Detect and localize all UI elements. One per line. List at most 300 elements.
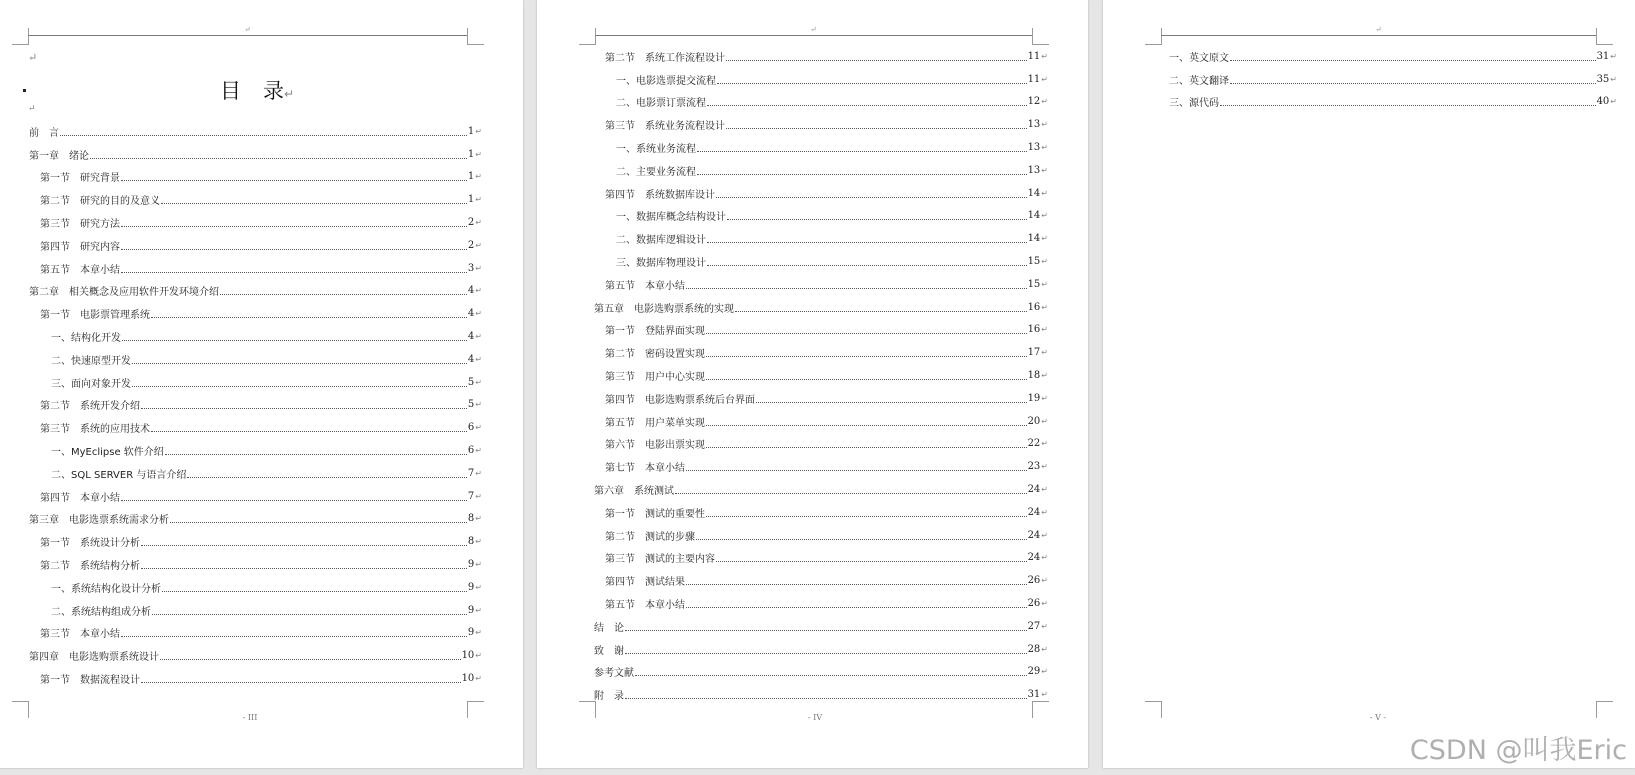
toc-page-number: 12	[1027, 96, 1041, 108]
toc-leader-dots	[706, 447, 1027, 448]
toc-entry-label: 第五节	[40, 264, 70, 276]
toc-entry[interactable]	[594, 364, 1048, 387]
toc-entry[interactable]	[29, 188, 482, 211]
paragraph-mark: ↵	[1041, 690, 1048, 700]
toc-page-number: 22	[1027, 438, 1041, 450]
corner-mark	[1596, 28, 1613, 45]
toc-leader-dots	[706, 516, 1027, 517]
paragraph-mark: ↵	[475, 126, 482, 136]
toc-entry[interactable]	[29, 508, 482, 531]
toc-entry-title: 二、数据库逻辑设计	[616, 235, 706, 247]
toc-leader-dots	[160, 659, 461, 660]
toc-entry[interactable]	[594, 455, 1048, 478]
paragraph-mark: ↵	[475, 560, 482, 570]
toc-leader-dots	[151, 317, 467, 318]
toc-leader-dots	[121, 636, 467, 637]
paragraph-mark: ↵	[1041, 644, 1048, 654]
toc-leader-dots	[625, 630, 1027, 631]
toc-entry-text	[40, 215, 120, 230]
toc-list	[1169, 45, 1617, 113]
toc-leader-dots	[697, 174, 1027, 175]
toc-page-number: 31	[1027, 689, 1041, 701]
toc-page-number: 7	[467, 467, 475, 479]
toc-leader-dots	[121, 226, 467, 227]
toc-entry[interactable]	[594, 159, 1048, 182]
toc-page-number: 27	[1027, 620, 1041, 632]
corner-mark	[467, 28, 484, 45]
page-number: - IV	[807, 713, 823, 722]
paragraph-mark: ↵	[475, 582, 482, 592]
toc-entry-text	[616, 231, 706, 246]
toc-entry-text	[616, 140, 696, 155]
toc-leader-dots	[132, 363, 467, 364]
paragraph-mark: ↵	[475, 377, 482, 387]
toc-entry[interactable]	[594, 638, 1048, 661]
corner-mark	[12, 28, 29, 45]
paragraph-mark: ↵	[1041, 462, 1048, 472]
toc-entry[interactable]	[29, 485, 482, 508]
toc-page-number: 8	[467, 536, 475, 548]
toc-entry-label: 第一节	[40, 310, 70, 322]
toc-title	[220, 75, 294, 105]
toc-page-number: 10	[461, 673, 475, 685]
toc-entry-title: 三、数据库物理设计	[616, 258, 706, 270]
toc-entry-title: 系统数据库设计	[645, 189, 715, 201]
toc-entry-title: 二、主要业务流程	[616, 166, 696, 178]
toc-title-left: 目	[220, 79, 241, 103]
toc-entry-text	[616, 163, 696, 178]
toc-entry-title: 测试的主要内容	[645, 554, 715, 566]
toc-entry-label: 第四节	[40, 241, 70, 253]
toc-entry-title: 绪论	[69, 150, 89, 162]
toc-entry-text	[605, 186, 715, 201]
paragraph-mark: ↵	[1041, 530, 1048, 540]
toc-leader-dots	[625, 653, 1027, 654]
toc-entry-text	[605, 573, 685, 588]
toc-entry[interactable]	[29, 280, 482, 303]
toc-entry[interactable]	[1169, 68, 1617, 91]
toc-page-number: 1	[467, 194, 475, 206]
paragraph-mark: ↵	[1610, 97, 1617, 107]
toc-page-number: 4	[467, 285, 475, 297]
toc-title-right: 录	[263, 79, 284, 103]
toc-entry-title: 本章小结	[645, 280, 685, 292]
paragraph-mark: ↵	[475, 605, 482, 615]
toc-leader-dots	[1230, 60, 1596, 61]
toc-entry-text	[1169, 49, 1229, 64]
paragraph-mark: ↵	[1041, 348, 1048, 358]
toc-entry-text	[1169, 94, 1219, 109]
toc-entry[interactable]	[29, 302, 482, 325]
toc-page-number: 14	[1027, 187, 1041, 199]
toc-entry-text	[40, 534, 140, 549]
toc-entry-label: 第六节	[605, 440, 635, 452]
toc-leader-dots	[187, 477, 467, 478]
paragraph-mark: ↵	[1041, 188, 1048, 198]
toc-entry[interactable]	[29, 439, 482, 462]
toc-entry[interactable]	[594, 319, 1048, 342]
toc-entry-title: 电影选票系统需求分析	[69, 515, 169, 527]
toc-entry-label: 第四节	[605, 394, 635, 406]
toc-page-number: 15	[1027, 256, 1041, 268]
paragraph-mark: ↵	[1041, 165, 1048, 175]
toc-entry[interactable]	[594, 68, 1048, 91]
paragraph-mark: ↵	[475, 354, 482, 364]
toc-page-number: 4	[467, 308, 475, 320]
toc-page-number: 8	[467, 513, 475, 525]
toc-page-number: 7	[467, 490, 475, 502]
toc-entry[interactable]	[29, 553, 482, 576]
toc-entry-text	[51, 580, 161, 595]
toc-entry[interactable]	[29, 120, 482, 143]
paragraph-mark: ↵	[475, 240, 482, 250]
toc-entry-text	[51, 352, 131, 367]
paragraph-mark: ↵	[1041, 74, 1048, 84]
toc-leader-dots	[90, 158, 467, 159]
toc-leader-dots	[121, 180, 467, 181]
toc-entry-text	[40, 420, 150, 435]
toc-entry[interactable]	[1169, 91, 1617, 114]
toc-entry-title: 论	[614, 622, 624, 634]
toc-entry-title: 系统工作流程设计	[645, 52, 725, 64]
toc-entry-title: 电影选购票系统后台界面	[645, 394, 755, 406]
toc-leader-dots	[707, 242, 1027, 243]
paragraph-mark: ↵	[475, 400, 482, 410]
page-number: - III	[242, 713, 258, 722]
toc-entry[interactable]	[594, 250, 1048, 273]
paragraph-mark: ↵	[475, 195, 482, 205]
toc-entry-text	[40, 192, 160, 207]
toc-entry-label: 第三节	[605, 554, 635, 566]
toc-leader-dots	[121, 249, 467, 250]
toc-page-number: 11	[1027, 50, 1041, 62]
toc-leader-dots	[635, 675, 1027, 676]
toc-entry[interactable]	[29, 416, 482, 439]
bullet-icon	[23, 89, 26, 92]
corner-mark	[1145, 701, 1162, 718]
toc-page-number: 26	[1027, 575, 1041, 587]
paragraph-mark: ↵	[1041, 97, 1048, 107]
toc-entry-label: 第五节	[605, 417, 635, 429]
toc-entry[interactable]	[594, 182, 1048, 205]
toc-entry-text	[594, 687, 624, 702]
toc-entry-text	[605, 117, 725, 132]
toc-entry-label: 第一章	[29, 150, 59, 162]
toc-page-number: 19	[1027, 392, 1041, 404]
toc-entry-text	[40, 489, 120, 504]
header-return-mark: ↵	[1375, 25, 1382, 34]
corner-mark	[467, 701, 484, 718]
toc-page-number: 23	[1027, 461, 1041, 473]
toc-entry-text	[40, 397, 140, 412]
page-number: - V -	[1369, 713, 1387, 722]
toc-entry-label: 第一节	[40, 173, 70, 185]
toc-page-number: 6	[467, 445, 475, 457]
toc-entry-title: 本章小结	[80, 629, 120, 641]
toc-page-number: 4	[467, 353, 475, 365]
toc-entry[interactable]	[594, 478, 1048, 501]
toc-page-number: 24	[1027, 552, 1041, 564]
header-rule	[28, 35, 467, 36]
toc-leader-dots	[706, 333, 1027, 334]
toc-entry[interactable]	[594, 227, 1048, 250]
toc-leader-dots	[151, 431, 467, 432]
toc-entry[interactable]	[29, 530, 482, 553]
paragraph-mark: ↵	[1041, 393, 1048, 403]
toc-entry-text	[605, 436, 705, 451]
toc-leader-dots	[1220, 105, 1596, 106]
toc-entry-text	[605, 459, 685, 474]
toc-entry[interactable]	[594, 569, 1048, 592]
toc-entry-text	[51, 329, 121, 344]
toc-entry-text	[51, 375, 131, 390]
toc-entry-text	[605, 322, 705, 337]
toc-entry[interactable]	[594, 113, 1048, 136]
toc-entry-text	[40, 306, 150, 321]
toc-entry-label: 第一节	[40, 538, 70, 550]
paragraph-mark: ↵	[475, 468, 482, 478]
toc-entry[interactable]	[594, 296, 1048, 319]
toc-entry-title: 测试的步骤	[645, 531, 695, 543]
paragraph-mark: ↵	[1041, 120, 1048, 130]
toc-entry-text	[616, 254, 706, 269]
toc-entry-text	[29, 511, 169, 526]
toc-entry[interactable]	[29, 143, 482, 166]
toc-entry-title: 密码设置实现	[645, 349, 705, 361]
paragraph-mark: ↵	[1041, 576, 1048, 586]
toc-entry-title: 二、系统结构组成分析	[51, 606, 151, 618]
toc-entry[interactable]	[29, 211, 482, 234]
document-page-iii	[0, 0, 523, 768]
toc-entry-title: 一、英文原文	[1169, 52, 1229, 64]
toc-entry-text	[605, 368, 705, 383]
toc-entry[interactable]	[29, 257, 482, 280]
paragraph-mark: ↵	[475, 218, 482, 228]
toc-page-number: 9	[467, 581, 475, 593]
toc-entry-text	[616, 208, 726, 223]
toc-entry[interactable]	[594, 45, 1048, 68]
toc-entry[interactable]	[594, 433, 1048, 456]
toc-entry-title: 本章小结	[645, 463, 685, 475]
paragraph-mark: ↵	[1041, 485, 1048, 495]
toc-page-number: 1	[467, 125, 475, 137]
toc-entry-text	[605, 528, 695, 543]
toc-entry-text	[29, 283, 219, 298]
toc-entry-text	[616, 72, 716, 87]
toc-page-number: 13	[1027, 164, 1041, 176]
toc-page-number: 26	[1027, 598, 1041, 610]
toc-entry-title: 一、系统结构化设计分析	[51, 583, 161, 595]
toc-entry[interactable]	[29, 234, 482, 257]
toc-entry-label: 第二节	[40, 561, 70, 573]
toc-entry-label: 第四节	[605, 577, 635, 589]
toc-entry-label: 第一节	[605, 508, 635, 520]
toc-leader-dots	[141, 408, 467, 409]
toc-entry-label: 第三节	[40, 629, 70, 641]
toc-leader-dots	[686, 470, 1027, 471]
toc-entry-title: 一、系统业务流程	[616, 144, 696, 156]
toc-entry-label: 第五章	[594, 303, 624, 315]
toc-entry-text	[40, 238, 120, 253]
toc-entry[interactable]	[29, 622, 482, 645]
toc-leader-dots	[162, 591, 467, 592]
toc-entry-label: 第三节	[605, 372, 635, 384]
toc-entry[interactable]	[594, 615, 1048, 638]
toc-entry[interactable]	[1169, 45, 1617, 68]
toc-entry-title: 本章小结	[645, 600, 685, 612]
paragraph-mark: ↵	[1041, 667, 1048, 677]
toc-leader-dots	[706, 379, 1027, 380]
toc-leader-dots	[726, 128, 1027, 129]
toc-entry-title: 用户菜单实现	[645, 417, 705, 429]
toc-entry[interactable]	[594, 387, 1048, 410]
toc-page-number: 6	[467, 422, 475, 434]
toc-leader-dots	[686, 584, 1027, 585]
toc-entry[interactable]	[594, 91, 1048, 114]
toc-entry-label: 第二节	[605, 531, 635, 543]
toc-entry-title: 数据流程设计	[80, 675, 140, 687]
toc-entry-title: 录	[614, 691, 624, 703]
toc-entry-text	[594, 642, 624, 657]
toc-entry[interactable]	[594, 592, 1048, 615]
toc-entry[interactable]	[594, 501, 1048, 524]
toc-entry[interactable]	[29, 599, 482, 622]
toc-entry[interactable]	[594, 661, 1048, 684]
toc-entry-text	[605, 391, 755, 406]
corner-mark	[579, 701, 596, 718]
toc-entry[interactable]	[594, 136, 1048, 159]
toc-entry-label: 附	[594, 691, 604, 703]
toc-page-number: 4	[467, 331, 475, 343]
toc-entry[interactable]	[594, 341, 1048, 364]
toc-entry-label: 第六章	[594, 486, 624, 498]
toc-entry-label: 第一节	[40, 675, 70, 687]
toc-entry-label: 第五节	[605, 600, 635, 612]
paragraph-mark: ↵	[28, 51, 38, 64]
toc-entry-title: 二、英文翻译	[1169, 75, 1229, 87]
toc-leader-dots	[686, 607, 1027, 608]
toc-entry[interactable]	[29, 667, 482, 690]
toc-entry[interactable]	[594, 410, 1048, 433]
toc-entry-label: 第二节	[40, 401, 70, 413]
paragraph-mark: ↵	[1041, 211, 1048, 221]
toc-page-number: 13	[1027, 142, 1041, 154]
toc-entry-text	[605, 345, 705, 360]
toc-entry[interactable]	[594, 547, 1048, 570]
corner-mark	[1032, 28, 1049, 45]
toc-entry-text	[594, 300, 734, 315]
paragraph-mark: ↵	[1041, 599, 1048, 609]
toc-entry-label: 第三节	[605, 121, 635, 133]
toc-entry[interactable]	[29, 644, 482, 667]
toc-entry[interactable]	[594, 205, 1048, 228]
toc-leader-dots	[707, 105, 1027, 106]
toc-entry[interactable]	[29, 348, 482, 371]
toc-entry-label: 第四节	[40, 492, 70, 504]
toc-entry-label: 前	[29, 127, 39, 139]
toc-leader-dots	[141, 568, 467, 569]
paragraph-mark: ↵	[475, 309, 482, 319]
toc-entry[interactable]	[594, 524, 1048, 547]
paragraph-mark: ↵	[475, 537, 482, 547]
toc-entry-title: 研究内容	[80, 241, 120, 253]
toc-leader-dots	[121, 272, 467, 273]
toc-entry-title: 本章小结	[80, 264, 120, 276]
header-rule	[1161, 35, 1596, 36]
toc-leader-dots	[220, 294, 467, 295]
toc-page-number: 35	[1596, 73, 1610, 85]
toc-entry[interactable]	[29, 394, 482, 417]
corner-mark	[579, 28, 596, 45]
toc-entry-text	[40, 625, 120, 640]
toc-page-number: 3	[467, 262, 475, 274]
toc-entry[interactable]	[29, 166, 482, 189]
toc-leader-dots	[161, 203, 467, 204]
toc-entry-title: 一、MyEclipse 软件介绍	[51, 447, 164, 459]
toc-entry-title: 二、SQL SERVER 与语言介绍	[51, 469, 187, 481]
toc-page-number: 29	[1027, 666, 1041, 678]
toc-entry-title: 一、电影选票提交流程	[616, 75, 716, 87]
toc-entry-title: 电影票管理系统	[80, 310, 150, 322]
toc-entry-text	[594, 482, 674, 497]
toc-page-number: 14	[1027, 210, 1041, 222]
paragraph-mark: ↵	[475, 286, 482, 296]
toc-entry-text	[40, 169, 120, 184]
toc-leader-dots	[686, 288, 1027, 289]
toc-page-number: 31	[1596, 50, 1610, 62]
toc-entry-label: 第三节	[40, 424, 70, 436]
toc-entry-title: 三、源代码	[1169, 98, 1219, 110]
paragraph-mark: ↵	[28, 104, 36, 114]
toc-entry-title: 相关概念及应用软件开发环境介绍	[69, 287, 219, 299]
toc-leader-dots	[706, 356, 1027, 357]
toc-leader-dots	[696, 539, 1027, 540]
toc-entry[interactable]	[29, 371, 482, 394]
toc-page-number: 18	[1027, 370, 1041, 382]
toc-page-number: 16	[1027, 301, 1041, 313]
header-return-mark: ↵	[244, 25, 251, 34]
toc-entry-title: 本章小结	[80, 492, 120, 504]
toc-entry-label: 第一节	[605, 326, 635, 338]
paragraph-mark: ↵	[1041, 51, 1048, 61]
toc-page-number: 2	[467, 239, 475, 251]
toc-entry[interactable]	[29, 462, 482, 485]
toc-entry-title: 电影选购票系统设计	[69, 652, 159, 664]
toc-page-number: 24	[1027, 484, 1041, 496]
toc-entry-text	[1169, 72, 1229, 87]
toc-entry-title: 谢	[614, 645, 624, 657]
toc-entry-title: 一、数据库概念结构设计	[616, 212, 726, 224]
toc-entry[interactable]	[594, 273, 1048, 296]
toc-page-number: 17	[1027, 347, 1041, 359]
corner-mark	[12, 701, 29, 718]
toc-entry[interactable]	[29, 576, 482, 599]
toc-list	[594, 45, 1048, 706]
toc-entry-text	[51, 603, 151, 618]
toc-page-number: 28	[1027, 643, 1041, 655]
toc-entry[interactable]	[594, 683, 1048, 706]
paragraph-mark: ↵	[1041, 325, 1048, 335]
paragraph-mark: ↵	[475, 446, 482, 456]
paragraph-mark: ↵	[475, 514, 482, 524]
toc-entry[interactable]	[29, 325, 482, 348]
paragraph-mark: ↵	[475, 149, 482, 159]
toc-entry-title: 电影出票实现	[645, 440, 705, 452]
toc-entry-text	[605, 505, 705, 520]
toc-entry-label: 第三章	[29, 515, 59, 527]
paragraph-mark: ↵	[475, 423, 482, 433]
paragraph-mark: ↵	[475, 263, 482, 273]
